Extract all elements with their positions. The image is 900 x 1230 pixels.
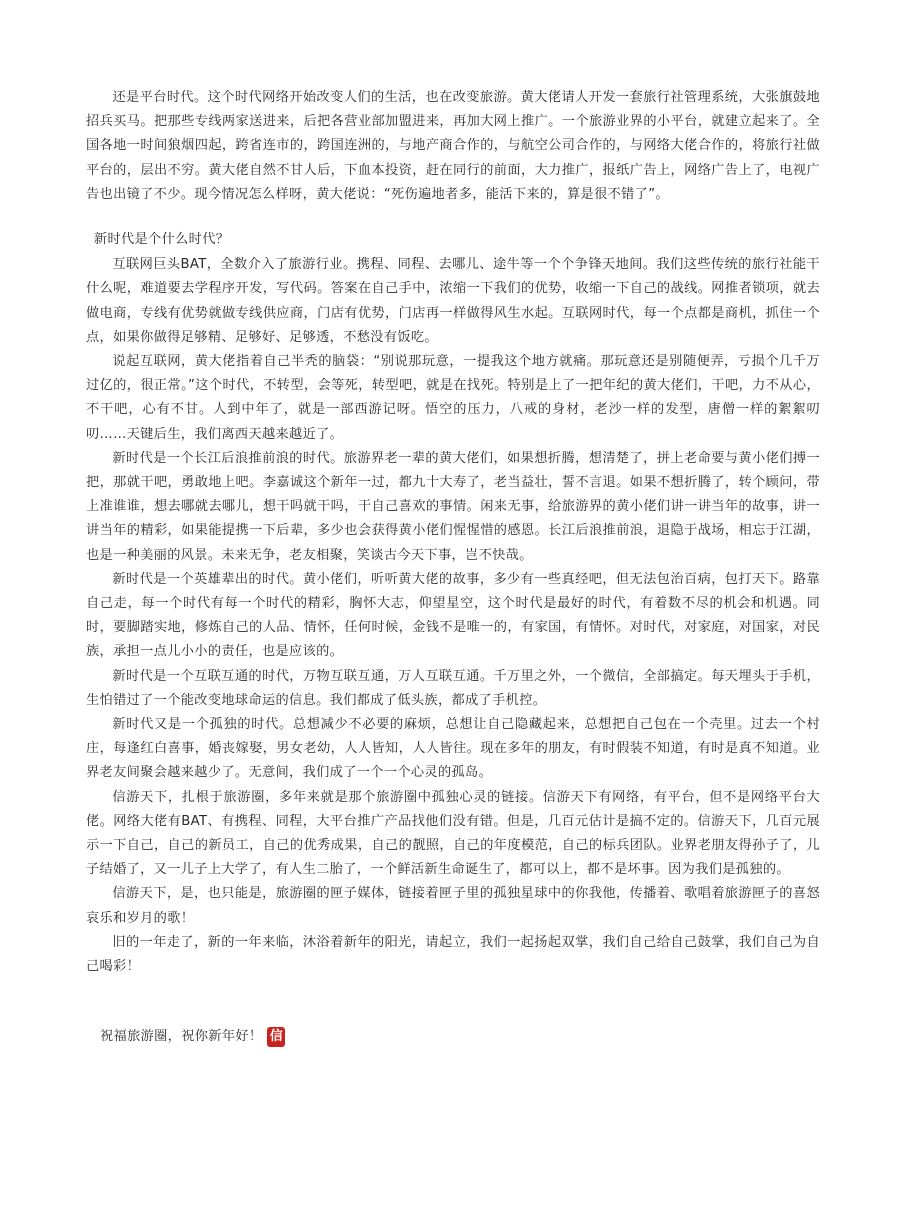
body-paragraph: 新时代是一个英雄辈出的时代。黄小佬们，听听黄大佬的故事，多少有一些真经吧，但无法包治百病，包打天下。路靠自己走，每一个时代有每一个时代的精彩，胸怀大志，仰望星空，这个时代是最好的时代，有着数不尽的机会和机遇。同时，要脚踏实地，修炼自己的人品、情怀，任何时候，金钱不是唯一的，有家国，有情怀。对时代，对家庭，对国家，对民族，承担一点儿小小的责任，也是应该的。 [86, 571, 820, 660]
body-paragraph: 新时代又是一个孤独的时代。总想减少不必要的麻烦，总想让自己隐藏起来，总想把自己包在一个壳里。过去一个村庄，每逢红白喜事，婚丧嫁娶，男女老幼，人人皆知，人人皆往。现在多年的朋友，有时假装不知道，有时是真不知道。业界老友间聚会越来越少了。无意间，我们成了一个一个心灵的孤岛。 [86, 717, 820, 781]
body-paragraph: 互联网巨头BAT，全数介入了旅游行业。携程、同程、去哪儿、途牛等一个个争锋天地间。我们这些传统的旅行社能干什么呢，难道要去学程序开发，写代码。答案在自己手中，浓缩一下我们的优势，收缩一下自己的战线。网推者锁项，就去做电商，专线有优势就做专线供应商，门店有优势，门店再一样做得风生水起。互联网时代，每一个点都是商机，抓住一个点，如果你做得足够精、足够好、足够透，不愁没有饭吃。 [86, 257, 820, 345]
body-paragraph: 信游天下，是，也只能是，旅游圈的匣子媒体，链接着匣子里的孤独星球中的你我他，传播着、歌唱着旅游匣子的喜怒哀乐和岁月的歌！ [86, 886, 820, 926]
body-paragraph: 说起互联网，黄大佬指着自己半秃的脑袋：“别说那玩意，一提我这个地方就痛。那玩意还是别随便弄，亏损个几千万过亿的，很正常。”这个时代，不转型，会等死，转型吧，就是在找死。特别是上了一把年纪的黄大佬们，干吧，力不从心，不干吧，心有不甘。人到中年了，就是一部西游记呀。悟空的压力，八戒的身材，老沙一样的发型，唐僧一样的絮絮叨叨……天键后生，我们离西天越来越近了。 [86, 354, 820, 442]
body-paragraph: 新时代是一个长江后浪推前浪的时代。旅游界老一辈的黄大佬们，如果想折腾，想清楚了，拼上老命要与黄小佬们搏一把，那就干吧，勇敢地上吧。李嘉诚这个新年一过，都九十大寿了，老当益壮，誓不言退。如果不想折腾了，转个顾问，带上准谁谁，想去哪就去哪儿，想干吗就干吗，干自己喜欢的事情。闲来无事，给旅游界的黄小佬们讲一讲当年的故事，讲一讲当年的精彩，如果能提携一下后辈，多少也会获得黄小佬们惺惺惜的感恩。长江后浪推前浪，退隐于战场，相忘于江湖，也是一种美丽的风景。未来无争，老友相聚，笑谈古今天下事，岂不快哉。 [86, 450, 820, 563]
intro-paragraph: 还是平台时代。这个时代网络开始改变人们的生活，也在改变旅游。黄大佬请人开发一套旅行社管理系统，大张旗鼓地招兵买马。把那些专线两家送进来，后把各营业部加盟进来，再加大网上推广。一个旅游业界的小平台，就建立起来了。全国各地一时间狼烟四起，跨省连市的，跨国连洲的，与地产商合作的，与航空公司合作的，与网络大佬合作的，将旅行社做平台的，层出不穷。黄大佬自然不甘人后，下血本投资，赶在同行的前面，大力推广，报纸广告上，网络广告上了，电视广告也出镜了不少。现今情况怎么样呀，黄大佬说：“死伤遍地者多，能活下来的，算是很不错了”。 [86, 90, 820, 202]
intro-section [86, 86, 820, 207]
body-paragraph: 信游天下，扎根于旅游圈，多年来就是那个旅游圈中孤独心灵的链接。信游天下有网络，有平台，但不是网络平台大佬。网络大佬有BAT、有携程、同程，大平台推广产品找他们没有错。但是，几百元估计是搞不定的。信游天下，几百元展示一下自己，自己的新员工，自己的优秀成果，自己的靓照，自己的年度模范，自己的标兵团队。业界老朋友得孙子了，儿子结婚了，又一儿子上大学了，有人生二胎了，一个鲜活新生命诞生了，都可以上，都不是坏事。因为我们是孤独的。 [86, 789, 820, 878]
closing-greeting [100, 1025, 285, 1049]
body-paragraph: 旧的一年走了，新的一年来临，沐浴着新年的阳光，请起立，我们一起扬起双掌，我们自己给自己鼓掌，我们自己为自己喝彩！ [86, 934, 820, 975]
section-heading: 新时代是个什么时代？ [93, 232, 230, 247]
main-section [86, 228, 820, 979]
body-paragraph: 新时代是一个互联互通的时代，万物互联互通，万人互联互通。千万里之外，一个微信，全部搞定。每天埋头于手机，生怕错过了一个能改变地球命运的信息。我们都成了低头族，都成了手机控。 [86, 668, 820, 708]
red-seal-icon: 信 [267, 1027, 285, 1047]
closing-text: 祝福旅游圈，祝你新年好！ [100, 1029, 263, 1044]
